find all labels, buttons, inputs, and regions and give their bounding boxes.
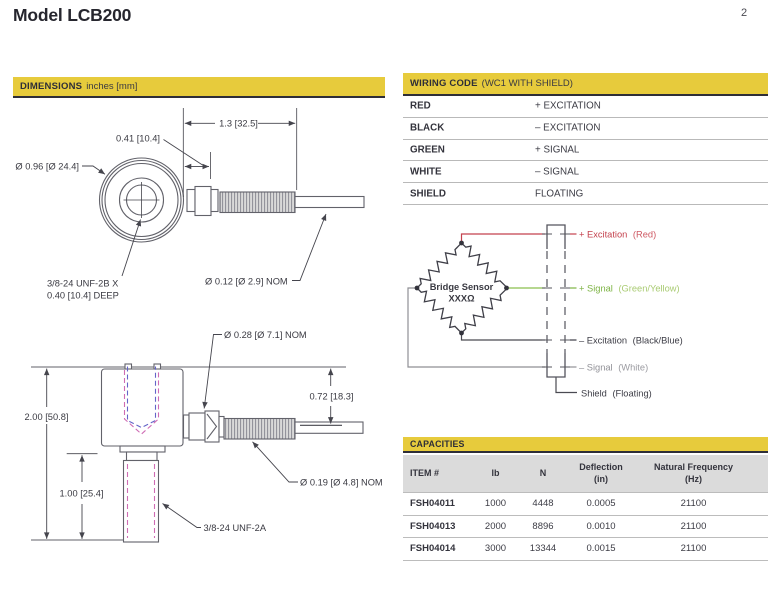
wiring-section-header xyxy=(403,73,768,96)
wire-color: SHIELD xyxy=(410,188,446,200)
wire-shield xyxy=(556,377,577,393)
bridge-node xyxy=(504,286,509,291)
dim-stud-label: 1.00 [25.4] xyxy=(59,488,104,499)
col-header-n: N xyxy=(539,467,547,478)
bridge-node xyxy=(459,331,464,336)
bridge-node xyxy=(415,286,420,291)
wiring-schematic xyxy=(395,205,771,420)
capacities-title: CAPACITIES xyxy=(410,439,465,449)
table-row xyxy=(403,183,768,205)
wiring-subtitle: (WC1 WITH SHIELD) xyxy=(481,78,573,89)
wire-function: – SIGNAL xyxy=(535,166,580,178)
table-row xyxy=(403,96,768,118)
bridge-resistance-label: XXXΩ xyxy=(448,293,475,304)
wire-signal-neg xyxy=(408,288,545,367)
lead-label-signal-neg: – Signal (White) xyxy=(579,362,649,373)
dimensions-title: DIMENSIONS xyxy=(20,80,83,92)
table-row: FSH04013 2000 8896 0.0010 21100 xyxy=(403,516,768,539)
wire-function: + EXCITATION xyxy=(535,100,601,112)
cable-connector xyxy=(542,225,570,377)
table-row xyxy=(403,118,768,140)
bridge-node xyxy=(459,241,464,246)
item-number: FSH04013 xyxy=(410,520,456,532)
item-number: FSH04011 xyxy=(410,498,455,510)
side-view-drawing xyxy=(25,330,383,542)
table-row: FSH04011 1000 4448 0.0005 21100 xyxy=(403,493,768,516)
thread-stud-label: 3/8-24 UNF-2A xyxy=(203,523,267,533)
capacities-table xyxy=(403,455,768,561)
table-row xyxy=(403,140,768,162)
dia-spring-label: Ø 0.19 [Ø 4.8] NOM xyxy=(300,477,383,488)
bridge-label: Bridge Sensor xyxy=(429,282,494,292)
table-row xyxy=(403,161,768,183)
col-header-item: ITEM # xyxy=(410,467,440,478)
col-header-lb: lb xyxy=(491,467,500,478)
dimensions-section-header xyxy=(13,77,385,98)
dim-cable-offset-label: 0.72 [18.3] xyxy=(309,391,354,402)
wire-excitation-neg xyxy=(462,333,546,340)
page-number: 2 xyxy=(741,7,748,19)
dimensions-units: inches [mm] xyxy=(86,80,138,92)
table-header-row xyxy=(403,455,768,493)
wire-function: + SIGNAL xyxy=(535,144,580,156)
dim-height-label: 2.00 [50.8] xyxy=(24,412,69,422)
wiring-title: WIRING CODE xyxy=(410,78,478,89)
page-title: Model LCB200 xyxy=(13,5,132,25)
dim-cable-length-label: 1.3 [32.5] xyxy=(219,118,258,129)
col-header-frequency: Natural Frequency (Hz) xyxy=(653,461,734,484)
dim-nut-label: 0.41 [10.4] xyxy=(116,133,160,144)
wire-color: GREEN xyxy=(410,144,445,156)
dia-body-label: Ø 0.96 [Ø 24.4] xyxy=(15,161,79,172)
thread-spec-line2: 0.40 [10.4] DEEP xyxy=(47,290,119,301)
wire-function: FLOATING xyxy=(535,188,584,200)
top-view-drawing xyxy=(15,108,364,301)
dia-connector-label: Ø 0.28 [Ø 7.1] NOM xyxy=(224,330,307,340)
wire-color: WHITE xyxy=(410,166,442,178)
wiring-code-table xyxy=(403,96,768,205)
col-header-deflection: Deflection (in) xyxy=(579,461,623,484)
item-number: FSH04014 xyxy=(410,543,456,555)
wire-color: RED xyxy=(410,100,431,112)
table-row: FSH04014 3000 13344 0.0015 21100 xyxy=(403,538,768,561)
lead-label-signal-pos: + Signal (Green/Yellow) xyxy=(579,283,680,294)
bridge-circuit xyxy=(414,240,510,336)
wire-color: BLACK xyxy=(410,122,445,134)
wire-function: – EXCITATION xyxy=(535,122,601,134)
lead-label-excitation-neg: – Excitation (Black/Blue) xyxy=(579,335,683,346)
dimension-drawing xyxy=(0,98,400,600)
capacities-section-header xyxy=(403,437,768,453)
dia-cable-label: Ø 0.12 [Ø 2.9] NOM xyxy=(205,276,288,287)
wire-excitation-pos xyxy=(462,234,546,243)
lead-label-shield: Shield (Floating) xyxy=(581,388,652,399)
thread-spec-line1: 3/8-24 UNF-2B X xyxy=(47,278,119,289)
lead-label-excitation-pos: + Excitation (Red) xyxy=(579,229,657,240)
